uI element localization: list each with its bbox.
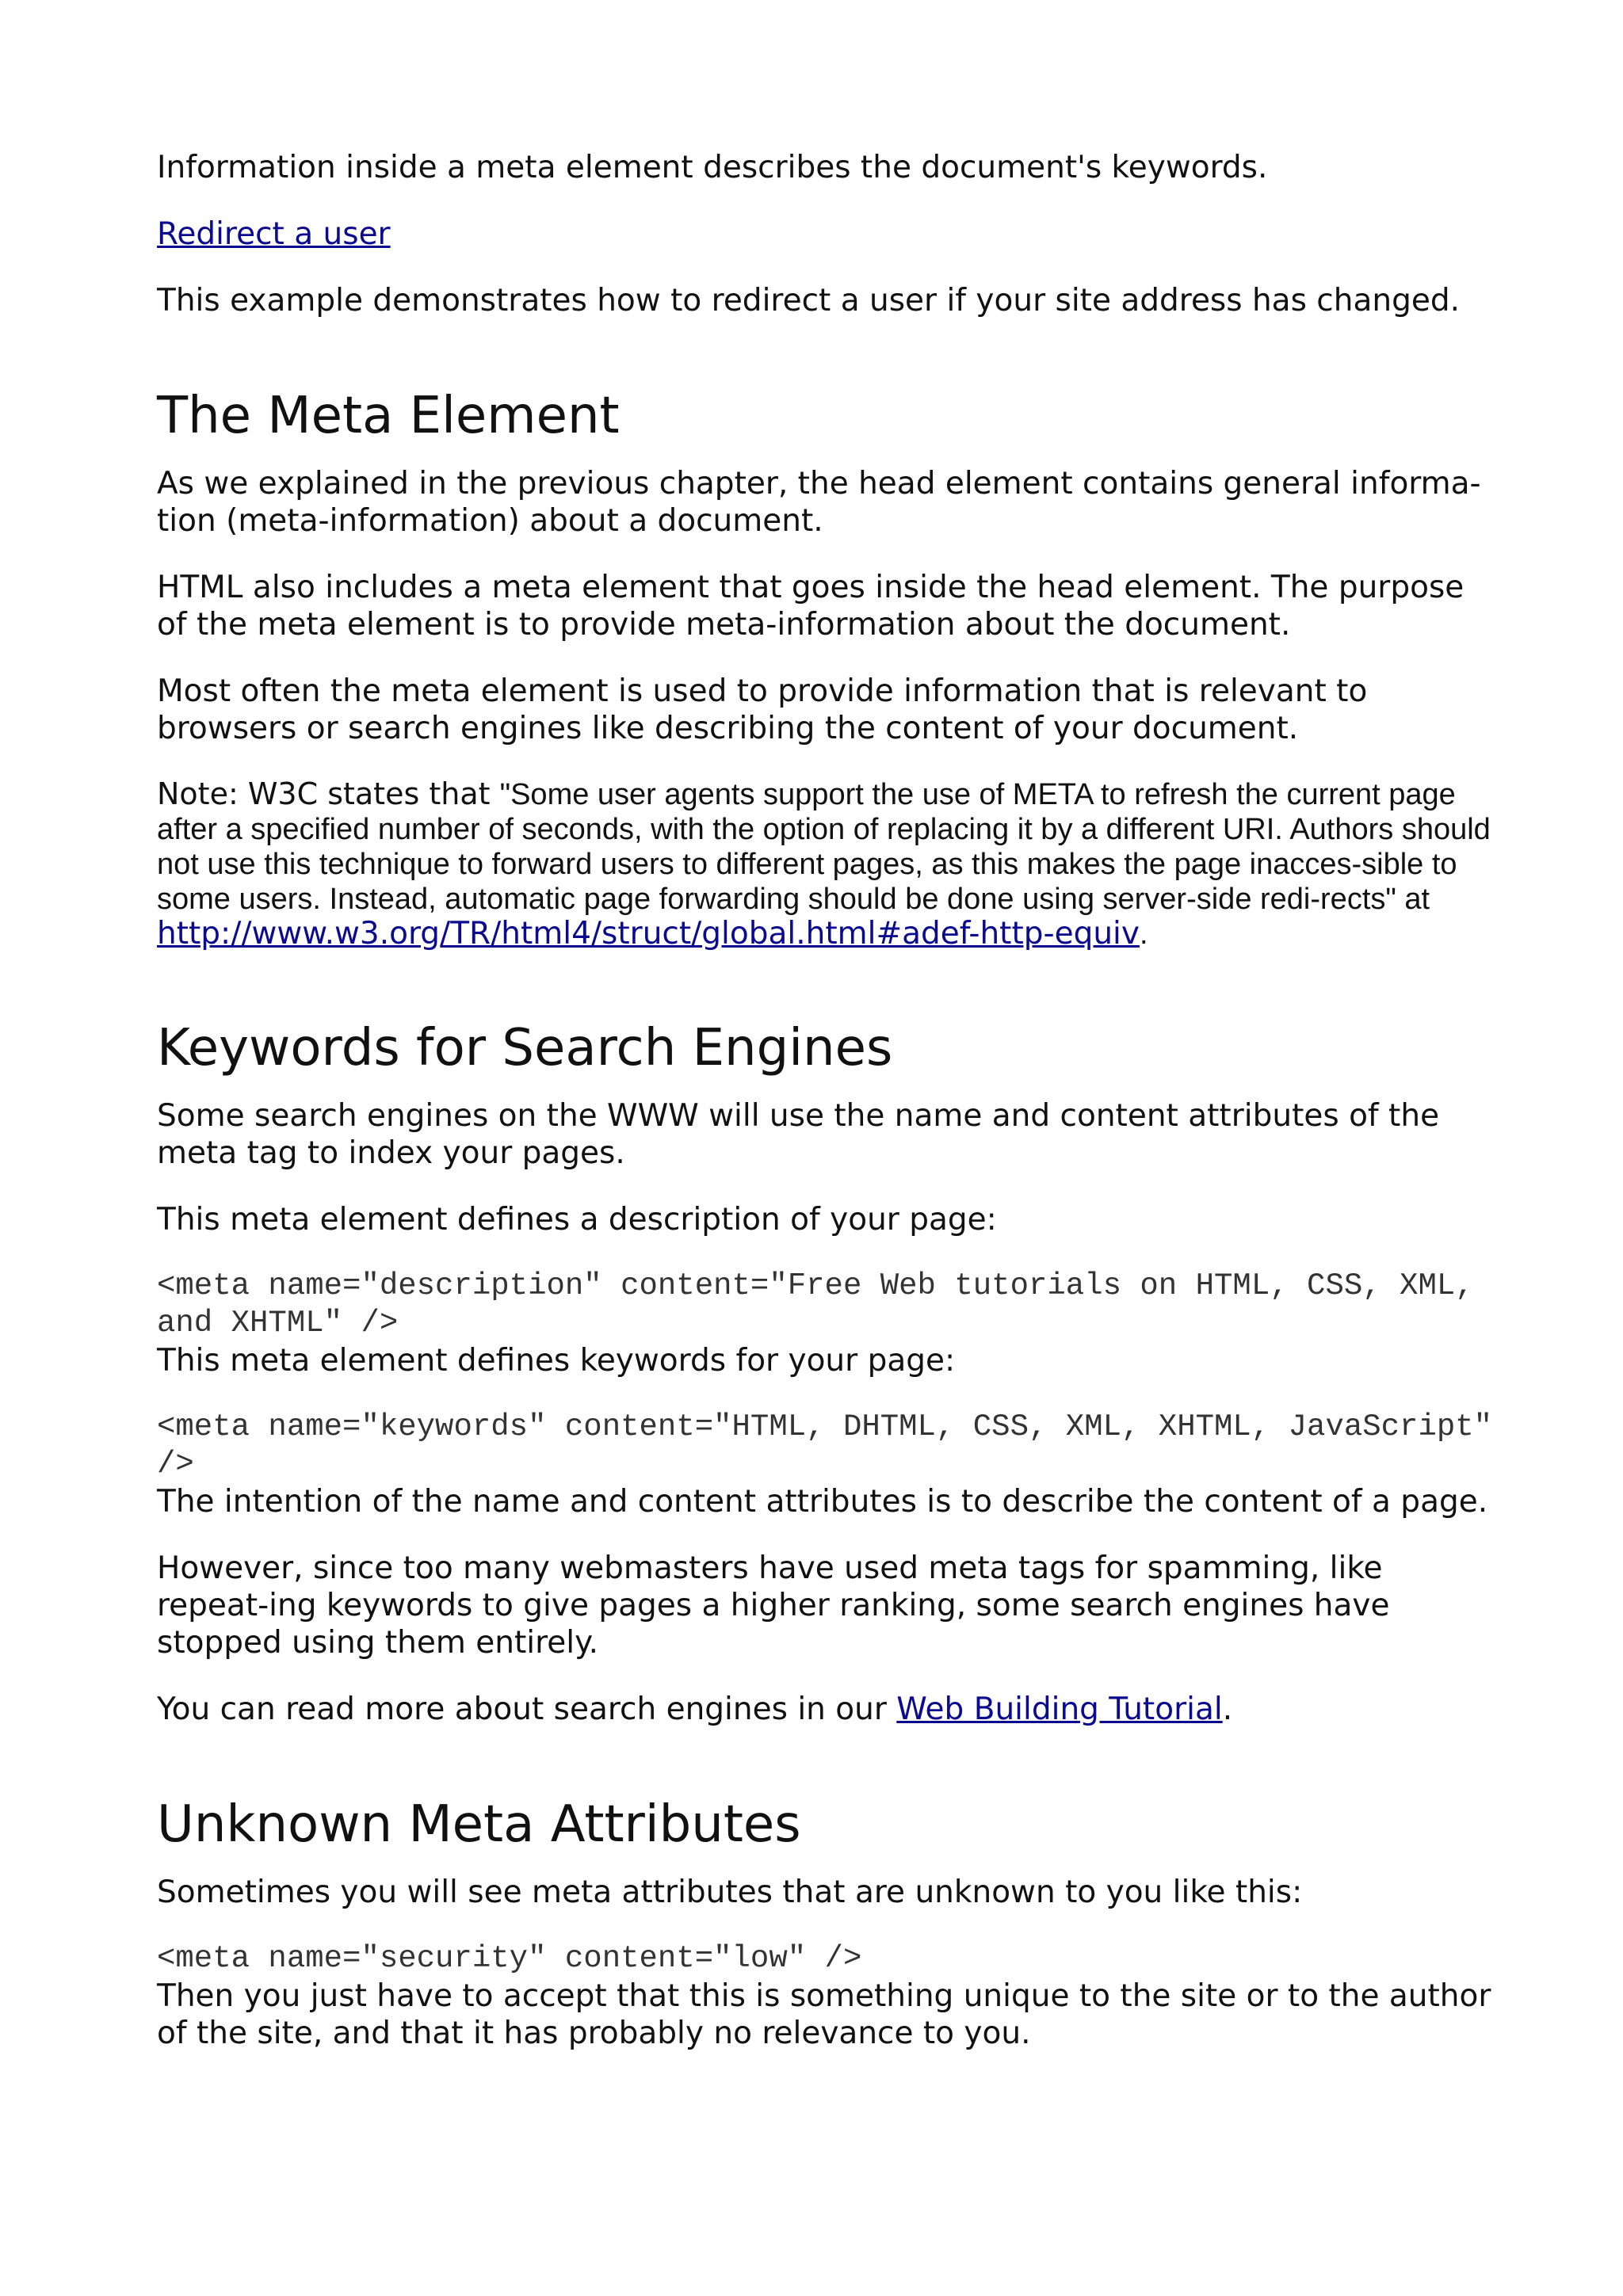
web-building-tutorial-link[interactable]: Web Building Tutorial [896, 1691, 1223, 1727]
w3c-note [157, 776, 1496, 952]
note-end: . [1139, 917, 1148, 951]
meta-element-p1: As we explained in the previous chapter, the head element contains general informa-tion (meta-information) about a document. [157, 466, 1481, 539]
keywords-desc: Information inside a meta element describes the document's keywords. [157, 150, 1268, 185]
unknown-p1: Sometimes you will see meta attributes that are unknown to you like this: [157, 1875, 1303, 1910]
meta-element-p2: HTML also includes a meta element that goes inside the head element. The purpose of the meta element is to provide meta-information about the document. [157, 570, 1465, 643]
heading-keywords: Keywords for Search Engines [157, 1019, 893, 1077]
code-security: <meta name="security" content="low" /> [157, 1941, 862, 1976]
keywords-p6 [157, 1691, 1496, 1728]
redirect-example [157, 215, 1496, 253]
keywords-p1: Some search engines on the WWW will use the name and content attributes of the meta tag to index your pages. [157, 1098, 1440, 1171]
note-lead: Note: W3C states that [157, 776, 500, 811]
p6-end: . [1222, 1691, 1233, 1727]
document-page [157, 149, 1496, 2081]
p6-lead: You can read more about search engines in our [157, 1691, 897, 1727]
heading-meta-element: The Meta Element [157, 387, 620, 445]
keywords-p2: This meta element defines a description of your page: [157, 1202, 997, 1238]
code-keywords: <meta name="keywords" content="HTML, DHTML, CSS, XML, XHTML, JavaScript" /> [157, 1409, 1493, 1482]
code-description: <meta name="description" content="Free Web tutorials on HTML, CSS, XML, and XHTML" /> [157, 1268, 1474, 1341]
keywords-p4: The intention of the name and content attributes is to describe the content of a page. [157, 1484, 1488, 1520]
note-body: "Some user agents support the use of META to refresh the current page after a specified number of seconds, with the option of replacing it by a different URI. Authors should not use this technique to forward users to different pages, as this makes the page inacces-sible to some users. Instead, automatic page forwarding should be done using server-side redi-rects" at [157, 778, 1491, 916]
keywords-p5: However, since too many webmasters have used meta tags for spamming, like repeat-ing keywords to give pages a higher ranking, some search engines have stopped using them entirely. [157, 1550, 1390, 1661]
meta-element-p3: Most often the meta element is used to provide information that is relevant to browsers or search engines like describing the content of your document. [157, 673, 1368, 746]
redirect-user-link[interactable]: Redirect a user [157, 216, 391, 252]
w3c-spec-link[interactable]: http://www.w3.org/TR/html4/struct/global.html#adef-http-equiv [157, 916, 1140, 952]
redirect-desc: This example demonstrates how to redirect a user if your site address has changed. [157, 283, 1460, 318]
heading-unknown-meta: Unknown Meta Attributes [157, 1795, 801, 1854]
keywords-p3: This meta element defines keywords for your page: [157, 1343, 956, 1379]
unknown-p2: Then you just have to accept that this is something unique to the site or to the author of the site, and that it has probably no relevance to you. [157, 1978, 1491, 2051]
